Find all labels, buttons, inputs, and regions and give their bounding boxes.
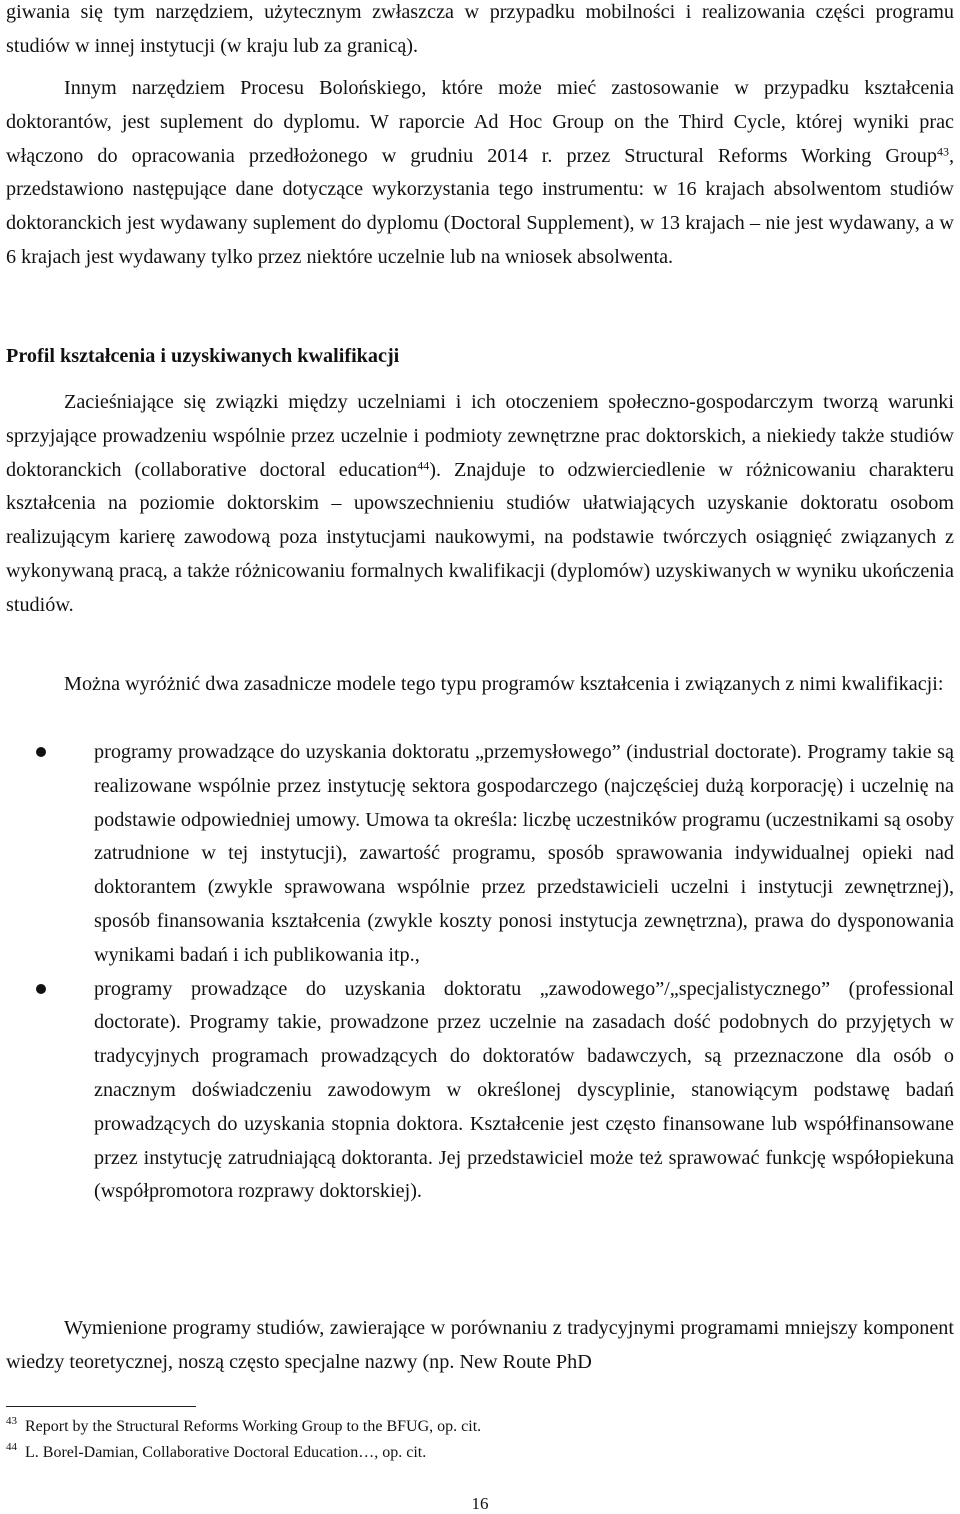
paragraph-text: giwania się tym narzędziem, użytecznym zwłaszcza w przypadku mobilności i realizowania części programu studiów w innej instytucji (w kraju lub za granicą).	[6, 1, 954, 57]
paragraph-profile	[6, 386, 954, 623]
paragraph-text: , przedstawiono następujące dane dotyczące wykorzystania tego instrumentu: w 16 krajach absolwentom studiów doktoranckich jest wydawany suplement do dyplomu (Doctoral Supplement), w 13 krajach – nie jest wydawany, a w 6 krajach jest wydawany tylko przez niektóre uczelnie lub na wniosek absolwenta.	[6, 144, 954, 268]
bullet-icon	[36, 747, 46, 757]
paragraph-text: Innym narzędziem Procesu Bolońskiego, które może mieć zastosowanie w przypadku kształcenia doktorantów, jest suplement do dyplomu. W raporcie Ad Hoc Group on the Third Cycle, której wyniki prac włączono do opracowania przedłożonego w grudniu 2014 r. przez Structural Reforms Working Group	[6, 77, 954, 167]
bullet-icon	[36, 984, 46, 994]
paragraph-text: Wymienione programy studiów, zawierające w porównaniu z tradycyjnymi programami mniejszy komponent wiedzy teoretycznej, noszą często specjalne nazwy (np. New Route PhD	[6, 1317, 954, 1373]
footnote-text: L. Borel-Damian, Collaborative Doctoral Education…, op. cit.	[25, 1444, 427, 1461]
list-item-text: programy prowadzące do uzyskania doktoratu „zawodowego”/„specjalistycznego” (professional doctorate). Programy takie, prowadzone przez uczelnie na zasadach dość podobnych do przyjętych w tradycyjnych programach prowadzących do doktoratów badawczych, są przeznaczone dla osób o znacznym doświadczeniu zawodowym w określonej dyscyplinie, stanowiącym podstawę badań prowadzących do uzyskania stopnia doktora. Kształcenie jest często finansowane lub współfinansowane przez instytucję zatrudniającą doktoranta. Jej przedstawiciel może też sprawować funkcję współopiekuna (współpromotora rozprawy doktorskiej).	[94, 977, 954, 1203]
footnote-separator	[6, 1406, 196, 1407]
list-item	[6, 973, 954, 1210]
footnote-number: 44	[6, 1441, 17, 1454]
section-heading: Profil kształcenia i uzyskiwanych kwalifikacji	[6, 345, 400, 367]
models-list	[6, 736, 954, 1209]
footnote-text: Report by the Structural Reforms Working Group to the BFUG, op. cit.	[25, 1418, 482, 1435]
footnote-ref-44[interactable]: 44	[417, 458, 430, 472]
paragraph-text: Zacieśniające się związki między uczelniami i ich otoczeniem społeczno-gospodarczym tworzą warunki sprzyjające prowadzeniu wspólnie przez uczelnie i podmioty zewnętrzne prac doktorskich, a niekiedy także studiów doktoranckich (collaborative doctoral education	[6, 391, 954, 481]
paragraph-continuation	[6, 0, 954, 64]
footnote-43	[6, 1417, 481, 1437]
paragraph-text: ). Znajduje to odzwierciedlenie w różnicowaniu charakteru kształcenia na poziomie doktorskim – upowszechnieniu studiów ułatwiających uzyskanie doktoratu osobom realizującym karierę zawodową poza instytucjami naukowymi, na podstawie twórczych osiągnięć związanych z wykonywaną pracą, a także różnicowaniu formalnych kwalifikacji (dyplomów) uzyskiwanych w wyniku ukończenia studiów.	[6, 458, 954, 616]
paragraph-two-models	[6, 668, 954, 702]
list-item	[6, 736, 954, 973]
page-number: 16	[471, 1494, 489, 1513]
paragraph-text: Można wyróżnić dwa zasadnicze modele tego typu programów kształcenia i związanych z nimi kwalifikacji:	[64, 673, 944, 695]
list-item-text: programy prowadzące do uzyskania doktoratu „przemysłowego” (industrial doctorate). Programy takie są realizowane wspólnie przez instytucję sektora gospodarczego (najczęściej dużą korporację) i uczelnię na podstawie odpowiedniej umowy. Umowa ta określa: liczbę uczestników programu (uczestnikami są osoby zatrudnione w tej instytucji), zawartość programu, sposób sprawowania indywidualnej opieki nad doktorantem (zwykle sprawowana wspólnie przez przedstawicieli uczelni i instytucji zewnętrznej), sposób finansowania kształcenia (zwykle koszty ponosi instytucja zewnętrzna), prawa do dysponowania wynikami badań i ich publikowania itp.,	[94, 741, 954, 966]
footnote-number: 43	[6, 1415, 17, 1428]
paragraph-program-names	[6, 1312, 954, 1380]
footnote-ref-43[interactable]: 43	[936, 144, 949, 158]
paragraph-diploma-supplement	[6, 72, 954, 275]
footnote-44	[6, 1443, 426, 1463]
